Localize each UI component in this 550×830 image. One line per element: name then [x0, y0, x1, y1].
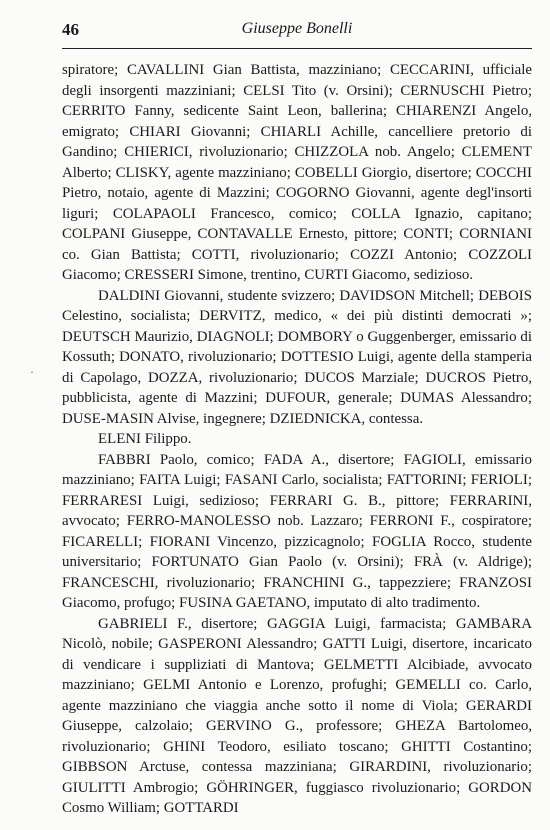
header-rule [62, 48, 532, 49]
paragraph-e: ELENI Filippo. [98, 431, 192, 447]
page-header [62, 20, 532, 46]
paragraph-c: spiratore; CAVALLINI Gian Battista, mazziniano; CECCARINI, ufficiale degli insorgenti mazziniani; CELSI Tito (v. Orsini); CERNUSCHI Pietro; CERRITO Fanny, sedicente Saint Leon, ballerina; CHIARENZI Angelo, emigrato; CHIARI Giovanni; CHIARLI Achille, cancelliere pretorio di Gandino; CHIERICI, rivoluzionario; CHIZZOLA nob. Angelo; CLEMENT Alberto; CLISKY, agente mazziniano; COBELLI Giorgio, disertore; COCCHI Pietro, notaio, agente di Mazzini; COGORNO Giovanni, agente degl'insorti liguri; COLAPAOLI Francesco, comico; COLLA Ignazio, capitano; COLPANI Giuseppe, CONTAVALLE Ernesto, pittore; CONTI; CORNIANI co. Gian Battista; COTTI, rivoluzionario; COZZI Antonio; COZZOLI Giacomo; CRESSERI Simone, trentino, CURTI Giacomo, sedizioso. [62, 62, 532, 283]
page-number: 46 [62, 20, 79, 39]
margin-speck: · [30, 365, 34, 379]
paragraph-f: FABBRI Paolo, comico; FADA A., disertore; FAGIOLI, emissario mazziniano; FAITA Luigi; FASANI Carlo, socialista; FATTORINI; FERIOLI; FERRARESI Luigi, sedizioso; FERRARI G. B., pittore; FERRARINI, avvocato; FERRO-MANOLESSO nob. Lazzaro; FERRONI F., cospiratore; FICARELLI; FIORANI Vincenzo, pizzicagnolo; FOGLIA Rocco, studente universitario; FORTUNATO Gian Paolo (v. Orsini); FRÀ (v. Aldrige); FRANCESCHI, rivoluzionario; FRANCHINI G., tappezziere; FRANZOSI Giacomo, profugo; FUSINA GAETANO, imputato di alto tradimento. [62, 451, 532, 611]
paragraph-g: GABRIELI F., disertore; GAGGIA Luigi, farmacista; GAMBARA Nicolò, nobile; GASPERONI Alessandro; GATTI Luigi, disertore, incaricato di vendicare i suppliziati di Mantova; GELMETTI Alcibiade, avvocato mazziniano; GELMI Antonio e Lorenzo, profughi; GEMELLI co. Carlo, agente mazziniano che viaggia anche sotto il nome di Viola; GERARDI Giuseppe, calzolaio; GERVINO G., professore; GHEZA Bartolomeo, rivoluzionario; GHINI Teodoro, esiliato toscano; GHITTI Costantino; GIBBSON Arctuse, contessa mazziniana; GIRARDINI, rivoluzionario; GIULITTI Ambrogio; GÖHRINGER, fuggiasco rivoluzionario; GORDON Cosmo William; GOTTARDI [62, 615, 532, 816]
running-head: Giuseppe Bonelli [241, 20, 353, 37]
page-body [62, 60, 532, 819]
paragraph-d: DALDINI Giovanni, studente svizzero; DAVIDSON Mitchell; DEBOIS Celestino, socialista; DERVITZ, medico, « dei più distinti democrati »; DEUTSCH Maurizio, DIAGNOLI; DOMBORY o Guggenberger, emissario di Kossuth; DONATO, rivoluzionario; DOTTESIO Luigi, agente della stamperia di Capolago, DOZZA, rivoluzionario; DUCOS Marziale; DUCROS Pietro, pubblicista, agente di Mazzini; DUFOUR, generale; DUMAS Alessandro; DUSE-MASIN Alvise, ingegnere; DZIEDNICKA, contessa. [62, 287, 532, 427]
